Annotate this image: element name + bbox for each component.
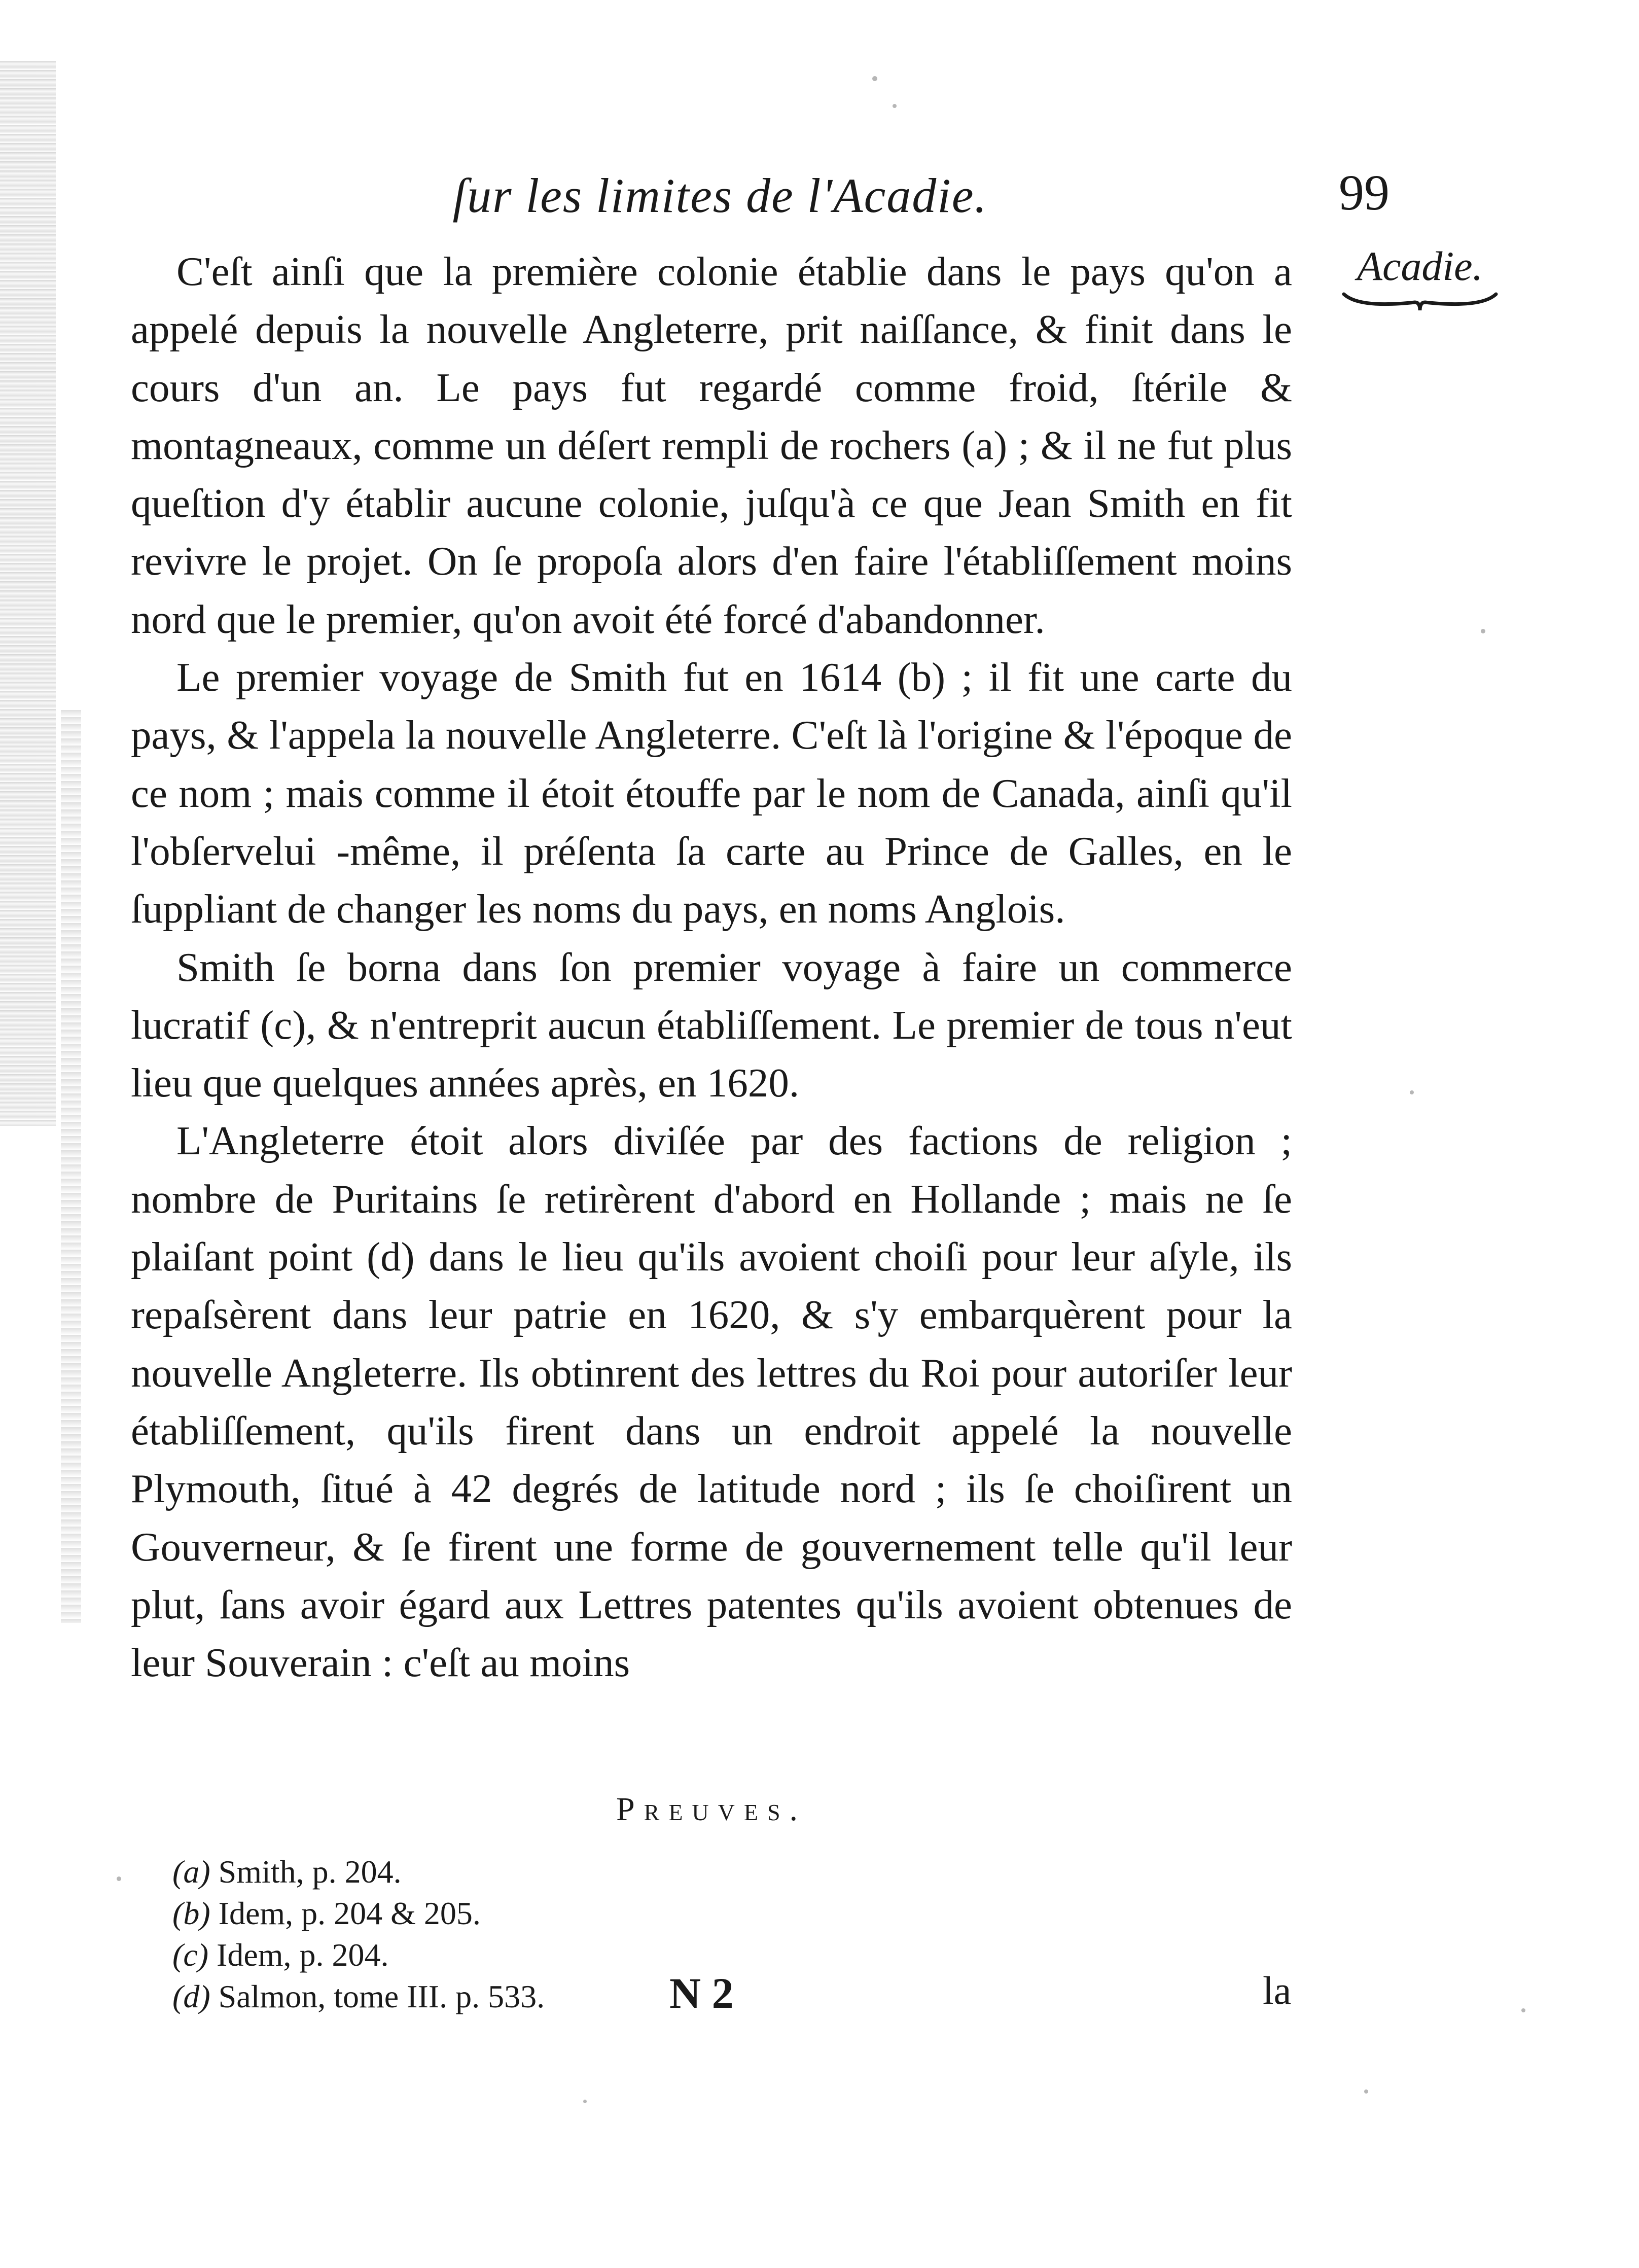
footnote xyxy=(172,1934,984,1976)
paragraph: Smith ſe borna dans ſon premier voyage à faire un commerce lucratif (c), & n'entreprit aucun établiſſement. Le premier de tous n'eut lieu que quelques années après, en 1620. xyxy=(131,944,1292,1106)
footnote-marker: (d) xyxy=(172,1978,210,2014)
paragraph: Le premier voyage de Smith fut en 1614 (b) ; il fit une carte du pays, & l'appela la nouvelle Angleterre. C'eſt là l'origine & l'époque de ce nom ; mais comme il étoit étouffe par le nom de Canada, ainſi qu'il l'obſervelui -même, il préſenta ſa carte au Prince de Galles, en le ſuppliant de changer les noms du pays, en noms Anglois. xyxy=(131,654,1292,932)
footnote xyxy=(172,1851,984,1893)
speck xyxy=(1410,1090,1414,1094)
speck xyxy=(1481,629,1485,633)
speck xyxy=(1521,2008,1525,2012)
catchword: la xyxy=(1263,1968,1292,2012)
footnote-marker: (a) xyxy=(172,1854,210,1890)
footnote xyxy=(172,1893,984,1934)
running-head: ſur les limites de l'Acadie. xyxy=(452,168,988,223)
signature-mark: N 2 xyxy=(669,1969,734,2017)
footnote-text: Idem, p. 204. xyxy=(217,1937,389,1973)
footnote-text: Smith, p. 204. xyxy=(218,1854,402,1890)
brace-icon xyxy=(1339,290,1501,313)
page-number: 99 xyxy=(1339,164,1389,221)
section-heading: Preuves. xyxy=(616,1791,807,1828)
binding-edge-shadow-lower xyxy=(61,710,81,1623)
speck xyxy=(893,104,897,108)
paragraph: C'eſt ainſi que la première colonie établie dans le pays qu'on a appelé depuis la nouvelle Angleterre, prit naiſſance, & finit dans le cours d'un an. Le pays fut regardé comme froid, ſtérile & montagneaux, comme un déſert rempli de rochers (a) ; & il ne fut plus queſtion d'y établir aucune colonie, juſqu'à ce que Jean Smith en fit revivre le projet. On ſe propoſa alors d'en faire l'établiſſement moins nord que le premier, qu'on avoit été forcé d'abandonner. xyxy=(131,249,1292,642)
footnote-marker: (b) xyxy=(172,1895,210,1931)
body-text xyxy=(131,242,1292,1691)
footnote xyxy=(172,1976,984,2017)
footnote-marker: (c) xyxy=(172,1937,209,1973)
speck xyxy=(1364,2089,1368,2094)
binding-edge-shadow xyxy=(0,61,56,1126)
footnote-text: Idem, p. 204 & 205. xyxy=(218,1895,481,1931)
speck xyxy=(872,76,877,81)
speck xyxy=(583,2100,587,2103)
speck xyxy=(117,1876,121,1881)
footnote-text: Salmon, tome III. p. 533. xyxy=(218,1978,545,2014)
paragraph: L'Angleterre étoit alors diviſée par des factions de religion ; nombre de Puritains ſe retirèrent d'abord en Hollande ; mais ne ſe plaiſant point (d) dans le lieu qu'ils avoient choiſi pour leur aſyle, ils repaſsèrent dans leur patrie en 1620, & s'y embarquèrent pour la nouvelle Angleterre. Ils obtinrent des lettres du Roi pour autoriſer leur établiſſement, qu'ils firent dans un endroit appelé la nouvelle Plymouth, ſitué à 42 degrés de latitude nord ; ils ſe choiſirent un Gouverneur, & ſe firent une forme de gouvernement telle qu'il leur plut, ſans avoir égard aux Lettres patentes qu'ils avoient obtenues de leur Souverain : c'eſt au moins xyxy=(131,1118,1292,1686)
footnotes xyxy=(172,1851,984,2017)
margin-note xyxy=(1319,242,1521,313)
margin-note-label: Acadie. xyxy=(1357,243,1483,289)
